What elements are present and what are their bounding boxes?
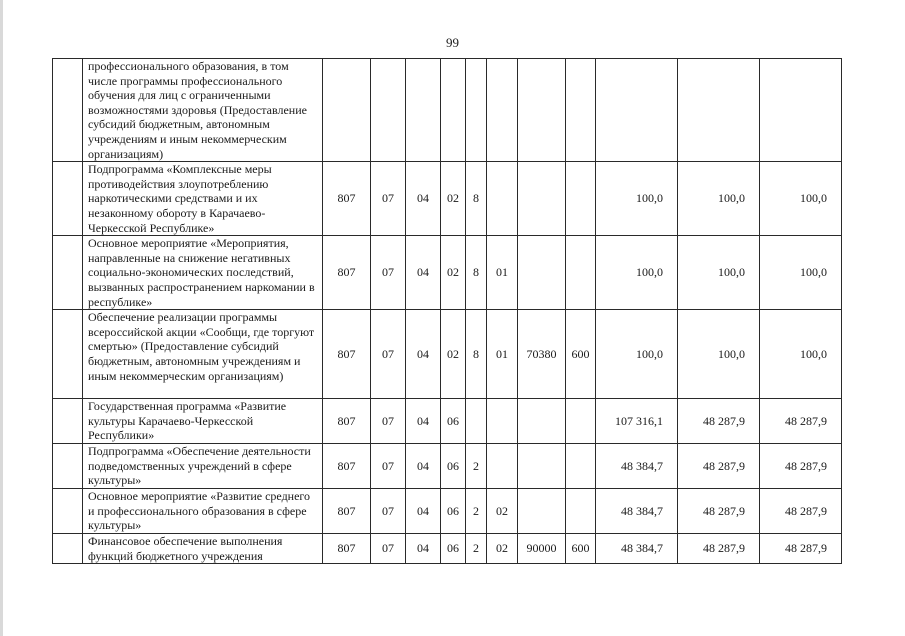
amount-1: 100,0 — [596, 162, 678, 236]
event-code — [487, 162, 518, 236]
amount-3: 48 287,9 — [760, 399, 842, 444]
subsection-code: 04 — [406, 310, 441, 399]
event-code: 02 — [487, 534, 518, 564]
amount-3: 100,0 — [760, 236, 842, 310]
event-code — [487, 59, 518, 162]
direction-code: 90000 — [518, 534, 566, 564]
table-row — [53, 489, 842, 534]
row-blank-cell — [53, 444, 83, 489]
row-blank-cell — [53, 236, 83, 310]
direction-code — [518, 489, 566, 534]
amount-3 — [760, 59, 842, 162]
amount-2: 48 287,9 — [678, 534, 760, 564]
subprogram-code: 8 — [466, 310, 487, 399]
amount-1: 100,0 — [596, 310, 678, 399]
subprogram-code: 2 — [466, 534, 487, 564]
subprogram-code: 2 — [466, 444, 487, 489]
direction-code: 70380 — [518, 310, 566, 399]
amount-2: 48 287,9 — [678, 399, 760, 444]
expense-type-code — [566, 59, 596, 162]
ministry-code: 807 — [323, 310, 371, 399]
row-blank-cell — [53, 399, 83, 444]
row-description: Подпрограмма «Обеспечение деятельности подведомственных учреждений в сфере культуры» — [83, 444, 323, 489]
section-code: 07 — [371, 310, 406, 399]
row-description: Финансовое обеспечение выполнения функций бюджетного учреждения — [83, 534, 323, 564]
subsection-code: 04 — [406, 236, 441, 310]
program-code: 02 — [441, 162, 466, 236]
subsection-code: 04 — [406, 444, 441, 489]
event-code: 01 — [487, 310, 518, 399]
row-description: Подпрограмма «Комплексные меры противодействия злоупотреблению наркотическими средствами и их незаконному обороту в Карачаево-Черкесской Республике» — [83, 162, 323, 236]
ministry-code: 807 — [323, 399, 371, 444]
program-code: 02 — [441, 236, 466, 310]
subsection-code: 04 — [406, 489, 441, 534]
section-code — [371, 59, 406, 162]
program-code: 02 — [441, 310, 466, 399]
row-description: Обеспечение реализации программы всероссийской акции «Сообщи, где торгуют смертью» (Предоставление субсидий бюджетным, автономным учреждениям и иным некоммерческим организациям) — [83, 310, 323, 399]
amount-2: 100,0 — [678, 310, 760, 399]
table-row — [53, 162, 842, 236]
row-description: Государственная программа «Развитие культуры Карачаево-Черкесской Республики» — [83, 399, 323, 444]
table-row — [53, 534, 842, 564]
ministry-code: 807 — [323, 489, 371, 534]
section-code: 07 — [371, 162, 406, 236]
amount-1: 107 316,1 — [596, 399, 678, 444]
expense-type-code — [566, 399, 596, 444]
ministry-code: 807 — [323, 534, 371, 564]
event-code: 02 — [487, 489, 518, 534]
expense-type-code: 600 — [566, 534, 596, 564]
row-blank-cell — [53, 489, 83, 534]
event-code: 01 — [487, 236, 518, 310]
row-description: профессионального образования, в том числе программы профессионального обучения для лиц с ограниченными возможностями здоровья (Предоставление субсидий бюджетным, автономным учреждениям и иным некоммерческим организациям) — [83, 59, 323, 162]
event-code — [487, 399, 518, 444]
program-code: 06 — [441, 489, 466, 534]
program-code: 06 — [441, 534, 466, 564]
section-code: 07 — [371, 399, 406, 444]
expense-type-code: 600 — [566, 310, 596, 399]
amount-2 — [678, 59, 760, 162]
subprogram-code: 8 — [466, 236, 487, 310]
expense-type-code — [566, 236, 596, 310]
table-row — [53, 444, 842, 489]
subprogram-code — [466, 399, 487, 444]
amount-3: 100,0 — [760, 310, 842, 399]
direction-code — [518, 59, 566, 162]
program-code — [441, 59, 466, 162]
table-row — [53, 399, 842, 444]
direction-code — [518, 399, 566, 444]
table-row — [53, 236, 842, 310]
table-row — [53, 59, 842, 162]
amount-3: 48 287,9 — [760, 489, 842, 534]
program-code: 06 — [441, 444, 466, 489]
subsection-code: 04 — [406, 162, 441, 236]
subprogram-code: 8 — [466, 162, 487, 236]
expense-type-code — [566, 489, 596, 534]
amount-3: 100,0 — [760, 162, 842, 236]
ministry-code: 807 — [323, 162, 371, 236]
amount-2: 48 287,9 — [678, 489, 760, 534]
section-code: 07 — [371, 444, 406, 489]
event-code — [487, 444, 518, 489]
amount-2: 100,0 — [678, 236, 760, 310]
direction-code — [518, 444, 566, 489]
subprogram-code — [466, 59, 487, 162]
row-blank-cell — [53, 162, 83, 236]
direction-code — [518, 236, 566, 310]
ministry-code: 807 — [323, 444, 371, 489]
subsection-code: 04 — [406, 534, 441, 564]
budget-table — [52, 58, 842, 564]
row-blank-cell — [53, 534, 83, 564]
row-description: Основное мероприятие «Развитие среднего и профессионального образования в сфере культуры» — [83, 489, 323, 534]
subprogram-code: 2 — [466, 489, 487, 534]
section-code: 07 — [371, 489, 406, 534]
amount-2: 100,0 — [678, 162, 760, 236]
ministry-code — [323, 59, 371, 162]
program-code: 06 — [441, 399, 466, 444]
amount-3: 48 287,9 — [760, 534, 842, 564]
amount-1 — [596, 59, 678, 162]
row-blank-cell — [53, 310, 83, 399]
section-code: 07 — [371, 534, 406, 564]
ministry-code: 807 — [323, 236, 371, 310]
row-description: Основное мероприятие «Мероприятия, направленные на снижение негативных социально-экономических последствий, вызванных распространением наркомании в республике» — [83, 236, 323, 310]
amount-2: 48 287,9 — [678, 444, 760, 489]
amount-1: 48 384,7 — [596, 534, 678, 564]
direction-code — [518, 162, 566, 236]
expense-type-code — [566, 444, 596, 489]
subsection-code — [406, 59, 441, 162]
row-blank-cell — [53, 59, 83, 162]
amount-1: 100,0 — [596, 236, 678, 310]
amount-3: 48 287,9 — [760, 444, 842, 489]
amount-1: 48 384,7 — [596, 489, 678, 534]
table-row — [53, 310, 842, 399]
page-number: 99 — [446, 35, 459, 50]
section-code: 07 — [371, 236, 406, 310]
expense-type-code — [566, 162, 596, 236]
scan-edge — [0, 0, 3, 636]
subsection-code: 04 — [406, 399, 441, 444]
amount-1: 48 384,7 — [596, 444, 678, 489]
